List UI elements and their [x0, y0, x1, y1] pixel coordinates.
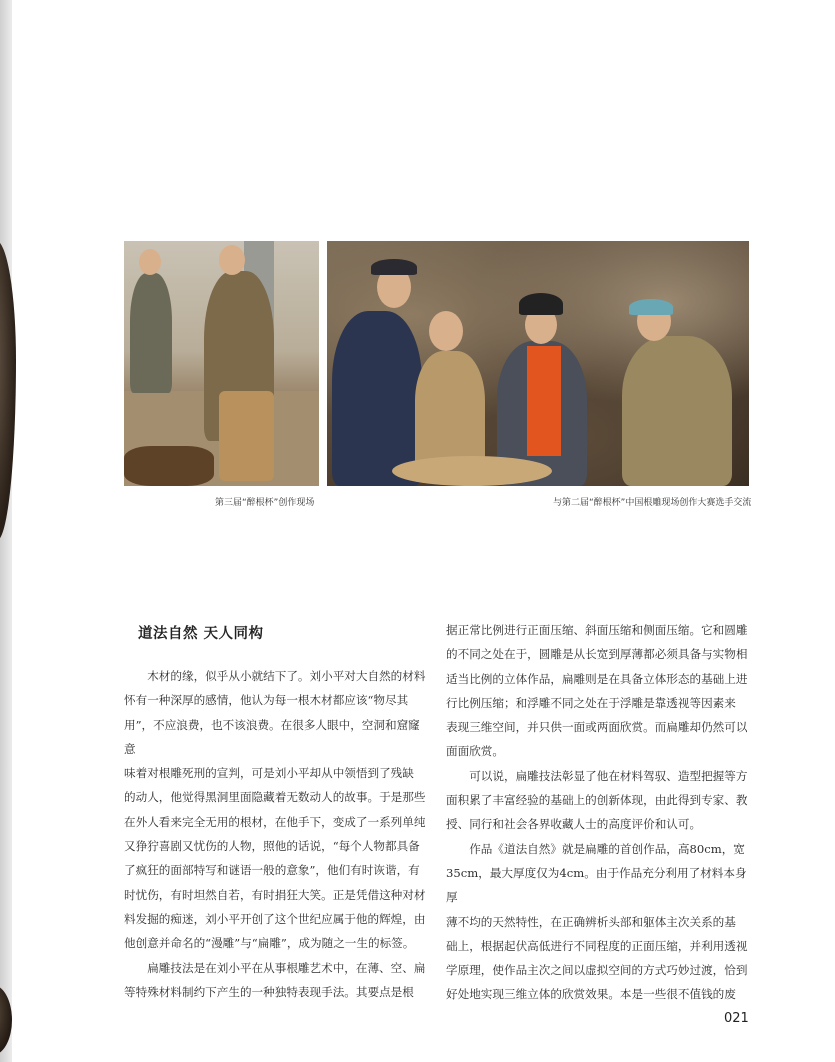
text-line: 授、同行和社会各界收藏人士的高度评价和认可。 — [446, 817, 702, 832]
article-right-column — [446, 618, 751, 1007]
text-line: 在外人看来完全无用的根材，在他手下，变成了一系列单纯 — [124, 814, 426, 829]
text-line: 行比例压缩；和浮雕不同之处在于浮雕是靠透视等因素来 — [446, 695, 736, 710]
text-line: 味着对根雕死刑的宣判，可是刘小平却从中领悟到了残缺 — [124, 766, 414, 781]
left-photo-caption: 第三届“醉根杯”创作现场 — [215, 498, 315, 508]
text-line: 35cm，最大厚度仅为4cm。由于作品充分利用了材料本身厚 — [446, 865, 747, 905]
text-line: 他创意并命名的“漫雕”与“扁雕”，成为随之一生的标签。 — [124, 936, 415, 951]
carving-scene-photo — [124, 241, 319, 486]
text-line: 用”，不应浪费，也不该浪费。在很多人眼中，空洞和窟窿意 — [124, 717, 420, 756]
text-line: 扁雕技法是在刘小平在从事根雕艺术中，在薄、空、扁 — [124, 960, 426, 975]
text-line: 的动人，他觉得黑洞里面隐藏着无数动人的故事。于是那些 — [124, 790, 426, 805]
text-line: 了疯狂的面部特写和谜语一般的意象”，他们有时诙谐，有 — [124, 863, 420, 878]
text-line: 学原理，使作品主次之间以虚拟空间的方式巧妙过渡，恰到 — [446, 963, 748, 978]
root-sculpture-fragment-image — [0, 240, 16, 540]
text-line: 料发掘的痴迷，刘小平开创了这个世纪应属于他的辉煌，由 — [124, 911, 426, 926]
text-line: 面面欣赏。 — [446, 744, 504, 759]
article-left-column — [124, 664, 429, 1004]
page-number: 021 — [724, 1011, 749, 1026]
text-line: 木材的缘，似乎从小就结下了。刘小平对大自然的材料 — [124, 669, 426, 683]
text-line: 薄不均的天然特性，在正确辨析头部和躯体主次关系的基 — [446, 914, 736, 929]
text-line: 面积累了丰富经验的基础上的创新体现，由此得到专家、教 — [446, 793, 748, 808]
text-line: 好处地实现三维立体的欣赏效果。本是一些很不值钱的废 — [446, 987, 736, 1002]
text-line: 又狰狞喜剧又忧伤的人物，照他的话说，“每个人物都具备 — [124, 839, 420, 854]
text-line: 作品《道法自然》就是扁雕的首创作品，高80cm，宽 — [446, 841, 745, 856]
text-line: 表现三维空间，并只供一面或两面欣赏。而扁雕却仍然可以 — [446, 720, 748, 735]
text-line: 可以说，扁雕技法彰显了他在材料驾驭、造型把握等方 — [446, 768, 748, 783]
text-line: 适当比例的立体作品，扁雕则是在具备立体形态的基础上进 — [446, 671, 748, 686]
text-line: 怀有一种深厚的感情，他认为每一根木材都应该“物尽其 — [124, 693, 409, 708]
right-photo-caption: 与第二届“醉根杯”中国根雕现场创作大赛选手交流 — [553, 498, 752, 508]
text-line: 时忧伤，有时坦然自若，有时捐狂大笑。正是凭借这种对材 — [124, 887, 426, 902]
text-line: 等特殊材料制约下产生的一种独特表现手法。其要点是根 — [124, 984, 414, 999]
article-heading: 道法自然 天人同构 — [138, 625, 264, 642]
text-line: 础上，根据起伏高低进行不同程度的正面压缩，并利用透视 — [446, 938, 748, 953]
text-line: 据正常比例进行正面压缩、斜面压缩和侧面压缩。它和圆雕 — [446, 623, 748, 637]
text-line: 的不同之处在于，圆雕是从长宽到厚薄都必须具备与实物相 — [446, 647, 748, 662]
group-exchange-photo — [327, 241, 749, 486]
